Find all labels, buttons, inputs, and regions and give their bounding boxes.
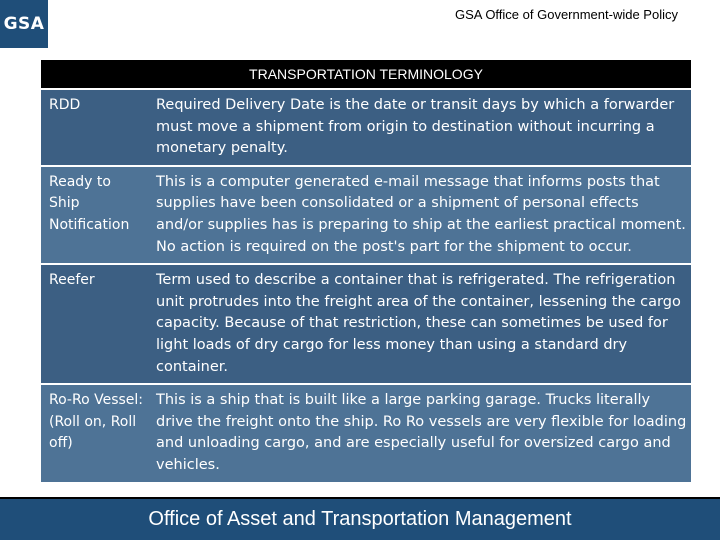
table-row <box>41 383 691 481</box>
term-cell: Reefer <box>49 272 95 289</box>
term-cell: Ready to Ship Notification <box>49 173 130 233</box>
terminology-table <box>41 60 691 482</box>
page-header-title: GSA Office of Government-wide Policy <box>454 7 678 22</box>
gsa-logo <box>0 0 48 48</box>
gsa-logo-text: GSA <box>3 14 45 34</box>
term-cell: Ro-Ro Vessel: (Roll on, Roll off) <box>49 392 144 452</box>
definition-cell: This is a ship that is built like a large parking garage. Trucks literally drive the freight onto the ship. Ro Ro vessels are very flexible for loading and unloading cargo, and are especially useful for oversized cargo and vehicles. <box>156 392 687 473</box>
definition-cell: This is a computer generated e-mail message that informs posts that supplies have been consolidated or a shipment of personal effects and/or supplies has is preparing to ship at the earliest practical moment. No action is required on the post's part for the shipment to occur. <box>156 173 686 255</box>
definition-cell: Required Delivery Date is the date or transit days by which a forwarder must move a shipment from origin to destination without incurring a monetary penalty. <box>156 97 675 157</box>
table-row <box>41 88 691 165</box>
definition-cell: Term used to describe a container that is refrigerated. The refrigeration unit protrudes into the freight area of the container, lessening the cargo capacity. Because of that restriction, these can sometimes be used for light loads of dry cargo for less money than using a standard dry container. <box>156 272 681 375</box>
table-row <box>41 263 691 383</box>
table-row <box>41 165 691 263</box>
table-title: TRANSPORTATION TERMINOLOGY <box>41 60 691 88</box>
footer-text: Office of Asset and Transportation Management <box>148 508 572 530</box>
footer-banner <box>0 497 720 540</box>
term-cell: RDD <box>49 97 81 113</box>
